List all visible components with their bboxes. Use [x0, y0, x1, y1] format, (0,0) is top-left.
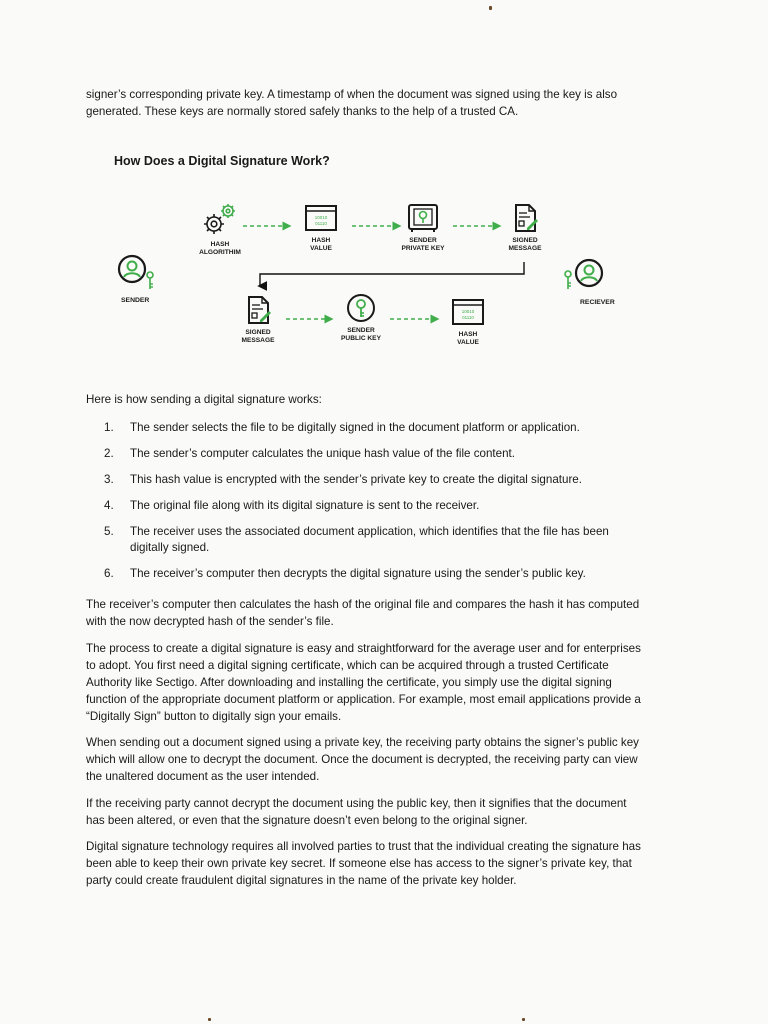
list-item [104, 524, 644, 556]
signed-document-icon [508, 202, 542, 234]
sender-user-icon [116, 253, 158, 295]
intro-paragraph: signer’s corresponding private key. A timestamp of when the document was signed using the key is also generated. These keys are normally stored safely thanks to the help of a trusted CA. [86, 88, 618, 118]
gears-icon [200, 202, 240, 238]
step-number: 5. [104, 525, 114, 538]
node-sender-private-key [378, 202, 468, 253]
body-paragraph: When sending out a document signed using a private key, the receiving party obtains the signer’s public key which will allow one to decrypt the document. Once the document is decrypted, the receiving party can view the unaltered document as the user intended. [86, 736, 639, 783]
paper-speck [208, 1018, 211, 1021]
step-text: The receiver’s computer then decrypts the digital signature using the sender’s public key. [130, 567, 586, 580]
hash-window-icon [304, 202, 338, 234]
hash-binary-line-1: 10010 [461, 309, 475, 314]
body-paragraph: Digital signature technology requires all involved parties to trust that the individual creating the signature has been able to keep their own private key secret. If someone else has access to the signer’s private key, that party could create fraudulent digital signatures in the name of the private key holder. [86, 840, 641, 887]
public-key-icon [344, 292, 378, 324]
section-heading: How Does a Digital Signature Work? [114, 154, 330, 168]
step-number: 6. [104, 567, 114, 580]
label-signed-message-bottom: SIGNED MESSAGE [241, 329, 275, 344]
body-paragraph: The receiver’s computer then calculates the hash of the original file and compares the hash it has computed with the now decrypted hash of the sender’s file. [86, 598, 640, 628]
list-item [104, 472, 644, 488]
paper-speck [522, 1018, 525, 1021]
return-connector [260, 262, 524, 286]
list-item [104, 420, 644, 436]
label-hash-algorithm: HASH ALGORITHIM [199, 241, 241, 256]
step-text: The original file along with its digital signature is sent to the receiver. [130, 499, 480, 512]
node-signed-message-bottom [213, 294, 303, 345]
node-sender-public-key [316, 292, 406, 343]
label-hash-value: HASH VALUE [310, 237, 332, 252]
step-text: This hash value is encrypted with the sender’s private key to create the digital signature. [130, 473, 582, 486]
steps-list [104, 420, 644, 592]
label-sender-public-key: SENDER PUBLIC KEY [341, 327, 381, 342]
body-paragraph: If the receiving party cannot decrypt the document using the public key, then it signifies that the document has been altered, or even that the signature doesn’t even belong to the original signer. [86, 797, 627, 827]
label-signed-message-top: SIGNED MESSAGE [508, 237, 542, 252]
step-text: The receiver uses the associated document application, which identifies that the file has been digitally signed. [130, 525, 609, 554]
sender-label: SENDER [121, 297, 150, 304]
body-paragraph: The process to create a digital signature is easy and straightforward for the average user and for enterprises to adopt. You first need a digital signing certificate, which can be acquired through a trusted Certificate Authority like Sectigo. After downloading and installing the certificate, you simply use the digital signing function of the appropriate document platform or application. For example, most email applications provide a “Digitally Sign” button to digitally sign your emails. [86, 642, 641, 723]
step-number: 1. [104, 421, 114, 434]
list-item [104, 566, 644, 582]
hash-binary-line-1: 10010 [314, 215, 328, 220]
steps-lead: Here is how sending a digital signature works: [86, 393, 322, 406]
digital-signature-diagram [100, 196, 640, 366]
step-text: The sender selects the file to be digitally signed in the document platform or application. [130, 421, 580, 434]
node-signed-message-top [480, 202, 570, 253]
hash-binary-line-2: 01110 [462, 315, 474, 320]
paper-speck [489, 6, 492, 10]
node-hash-algorithm [175, 202, 265, 257]
step-number: 3. [104, 473, 114, 486]
step-number: 2. [104, 447, 114, 460]
receiver-label: RECIEVER [580, 299, 615, 306]
label-sender-private-key: SENDER PRIVATE KEY [401, 237, 445, 252]
list-item [104, 498, 644, 514]
label-hash-value-bottom: HASH VALUE [457, 331, 479, 346]
node-hash-value-bottom [423, 296, 513, 347]
receiver-user-icon [562, 258, 606, 298]
hash-binary-line-2: 01110 [315, 221, 327, 226]
step-number: 4. [104, 499, 114, 512]
list-item [104, 446, 644, 462]
signed-document-icon [241, 294, 275, 326]
hash-window-icon [451, 296, 485, 328]
step-text: The sender’s computer calculates the unique hash value of the file content. [130, 447, 515, 460]
safe-icon [406, 202, 440, 234]
node-hash-value [276, 202, 366, 253]
